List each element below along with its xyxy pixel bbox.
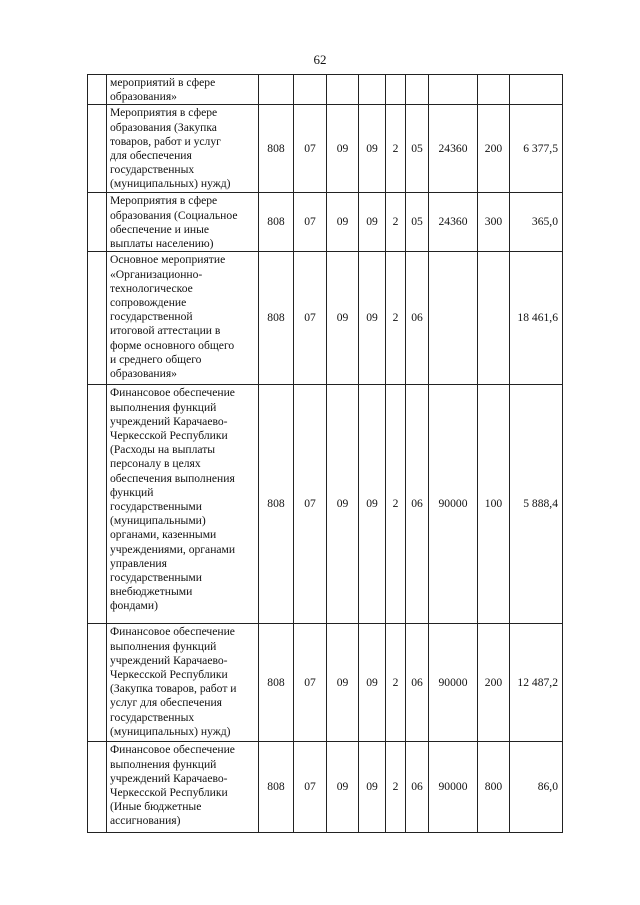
description-line: Черкесской Республики (110, 786, 228, 800)
description-line: Финансовое обеспечение (110, 625, 235, 639)
amount-cell: 5 888,4 (510, 385, 563, 624)
description-line: внебюджетными (110, 585, 193, 599)
direction-code-cell: 90000 (429, 742, 478, 833)
ministry-code-cell: 808 (259, 385, 294, 624)
direction-code-cell: 24360 (429, 105, 478, 193)
subsection-code-cell: 09 (327, 385, 359, 624)
description-line: (муниципальных) нужд) (110, 724, 231, 738)
description-line: Финансовое обеспечение (110, 743, 235, 757)
description-line: Мероприятия в сфере (110, 106, 218, 120)
description-cell (107, 742, 259, 833)
subsection-code-cell: 09 (327, 742, 359, 833)
description-line: учреждений Карачаево- (110, 771, 228, 785)
description-line: (Иные бюджетные (110, 800, 202, 814)
description-cell (107, 193, 259, 252)
event-code-cell: 06 (406, 385, 429, 624)
description-line: управления (110, 556, 167, 570)
description-line: для обеспечения (110, 149, 192, 163)
table-body (88, 75, 563, 833)
description-line: технологическое (110, 281, 193, 295)
subprogram-code-cell: 2 (386, 624, 406, 742)
direction-code-cell: 90000 (429, 385, 478, 624)
expense-type-cell: 100 (478, 385, 510, 624)
table-row (88, 742, 563, 833)
direction-code-cell (429, 252, 478, 385)
budget-table (87, 74, 563, 833)
description-line: Основное мероприятие (110, 253, 226, 267)
program-code-cell: 09 (359, 385, 386, 624)
description-line: товаров, работ и услуг (110, 134, 221, 148)
expense-type-cell (478, 252, 510, 385)
expense-type-cell: 300 (478, 193, 510, 252)
amount-cell: 18 461,6 (510, 252, 563, 385)
expense-type-cell (478, 75, 510, 105)
expense-type-cell: 200 (478, 624, 510, 742)
description-cell (107, 75, 259, 105)
description-line: образования (Социальное (110, 208, 238, 222)
subprogram-code-cell: 2 (386, 742, 406, 833)
description-line: государственными (110, 500, 202, 514)
description-line: персоналу в целях (110, 457, 201, 471)
description-line: (муниципальными) (110, 514, 206, 528)
subsection-code-cell: 09 (327, 105, 359, 193)
event-code-cell (406, 75, 429, 105)
description-line: учреждений Карачаево- (110, 414, 228, 428)
row-number-cell (88, 75, 107, 105)
direction-code-cell: 24360 (429, 193, 478, 252)
program-code-cell: 09 (359, 193, 386, 252)
event-code-cell: 06 (406, 742, 429, 833)
section-code-cell: 07 (294, 742, 327, 833)
amount-cell: 6 377,5 (510, 105, 563, 193)
event-code-cell: 06 (406, 252, 429, 385)
event-code-cell: 05 (406, 193, 429, 252)
description-line: форме основного общего (110, 338, 235, 352)
direction-code-cell: 90000 (429, 624, 478, 742)
description-line: органами, казенными (110, 528, 217, 542)
description-line: образования (Закупка (110, 120, 217, 134)
description-line: функций (110, 485, 154, 499)
table-row (88, 105, 563, 193)
ministry-code-cell: 808 (259, 193, 294, 252)
row-number-cell (88, 252, 107, 385)
subprogram-code-cell: 2 (386, 105, 406, 193)
ministry-code-cell: 808 (259, 624, 294, 742)
description-line: сопровождение (110, 296, 187, 310)
description-line: (Расходы на выплаты (110, 443, 216, 457)
subprogram-code-cell: 2 (386, 193, 406, 252)
description-line: государственных (110, 710, 195, 724)
description-line: учреждений Карачаево- (110, 653, 228, 667)
row-number-cell (88, 105, 107, 193)
subprogram-code-cell (386, 75, 406, 105)
ministry-code-cell: 808 (259, 252, 294, 385)
event-code-cell: 06 (406, 624, 429, 742)
row-number-cell (88, 385, 107, 624)
section-code-cell (294, 75, 327, 105)
subprogram-code-cell: 2 (386, 385, 406, 624)
subsection-code-cell: 09 (327, 193, 359, 252)
description-line: государственной (110, 310, 193, 324)
description-line: фондами) (110, 599, 158, 613)
row-number-cell (88, 624, 107, 742)
description-cell (107, 105, 259, 193)
ministry-code-cell: 808 (259, 742, 294, 833)
description-line: государственными (110, 571, 202, 585)
description-line: образования» (110, 90, 177, 104)
description-line: выполнения функций (110, 400, 217, 414)
description-line: (муниципальных) нужд) (110, 177, 231, 191)
expense-type-cell: 800 (478, 742, 510, 833)
description-line: Черкесской Республики (110, 668, 228, 682)
table-row (88, 385, 563, 624)
description-line: «Организационно- (110, 267, 203, 281)
subsection-code-cell: 09 (327, 252, 359, 385)
page-number: 62 (313, 52, 327, 67)
event-code-cell: 05 (406, 105, 429, 193)
program-code-cell: 09 (359, 252, 386, 385)
description-line: и среднего общего (110, 352, 202, 366)
description-cell (107, 252, 259, 385)
description-line: выплаты населению) (110, 237, 214, 251)
description-line: итоговой аттестации в (110, 324, 221, 338)
description-line: услуг для обеспечения (110, 696, 222, 710)
amount-cell: 12 487,2 (510, 624, 563, 742)
section-code-cell: 07 (294, 193, 327, 252)
description-cell (107, 385, 259, 624)
subprogram-code-cell: 2 (386, 252, 406, 385)
program-code-cell (359, 75, 386, 105)
table-row (88, 252, 563, 385)
expense-type-cell: 200 (478, 105, 510, 193)
description-line: ассигнования) (110, 814, 181, 828)
subsection-code-cell: 09 (327, 624, 359, 742)
row-number-cell (88, 193, 107, 252)
direction-code-cell (429, 75, 478, 105)
ministry-code-cell: 808 (259, 105, 294, 193)
description-line: Мероприятия в сфере (110, 194, 218, 208)
subsection-code-cell (327, 75, 359, 105)
amount-cell: 365,0 (510, 193, 563, 252)
description-line: образования» (110, 367, 177, 381)
description-line: учреждениями, органами (110, 542, 236, 556)
amount-cell: 86,0 (510, 742, 563, 833)
section-code-cell: 07 (294, 105, 327, 193)
description-line: Черкесской Республики (110, 429, 228, 443)
description-line: выполнения функций (110, 757, 217, 771)
description-line: обеспечения выполнения (110, 471, 235, 485)
program-code-cell: 09 (359, 742, 386, 833)
table-row (88, 624, 563, 742)
table-row (88, 193, 563, 252)
ministry-code-cell (259, 75, 294, 105)
program-code-cell: 09 (359, 624, 386, 742)
program-code-cell: 09 (359, 105, 386, 193)
description-cell (107, 624, 259, 742)
amount-cell (510, 75, 563, 105)
description-line: мероприятий в сфере (110, 76, 216, 89)
section-code-cell: 07 (294, 252, 327, 385)
description-line: (Закупка товаров, работ и (110, 682, 237, 696)
description-line: обеспечение и иные (110, 222, 210, 236)
description-line: Финансовое обеспечение (110, 386, 235, 400)
description-line: государственных (110, 163, 195, 177)
description-line: выполнения функций (110, 639, 217, 653)
row-number-cell (88, 742, 107, 833)
section-code-cell: 07 (294, 385, 327, 624)
section-code-cell: 07 (294, 624, 327, 742)
table-row (88, 75, 563, 105)
